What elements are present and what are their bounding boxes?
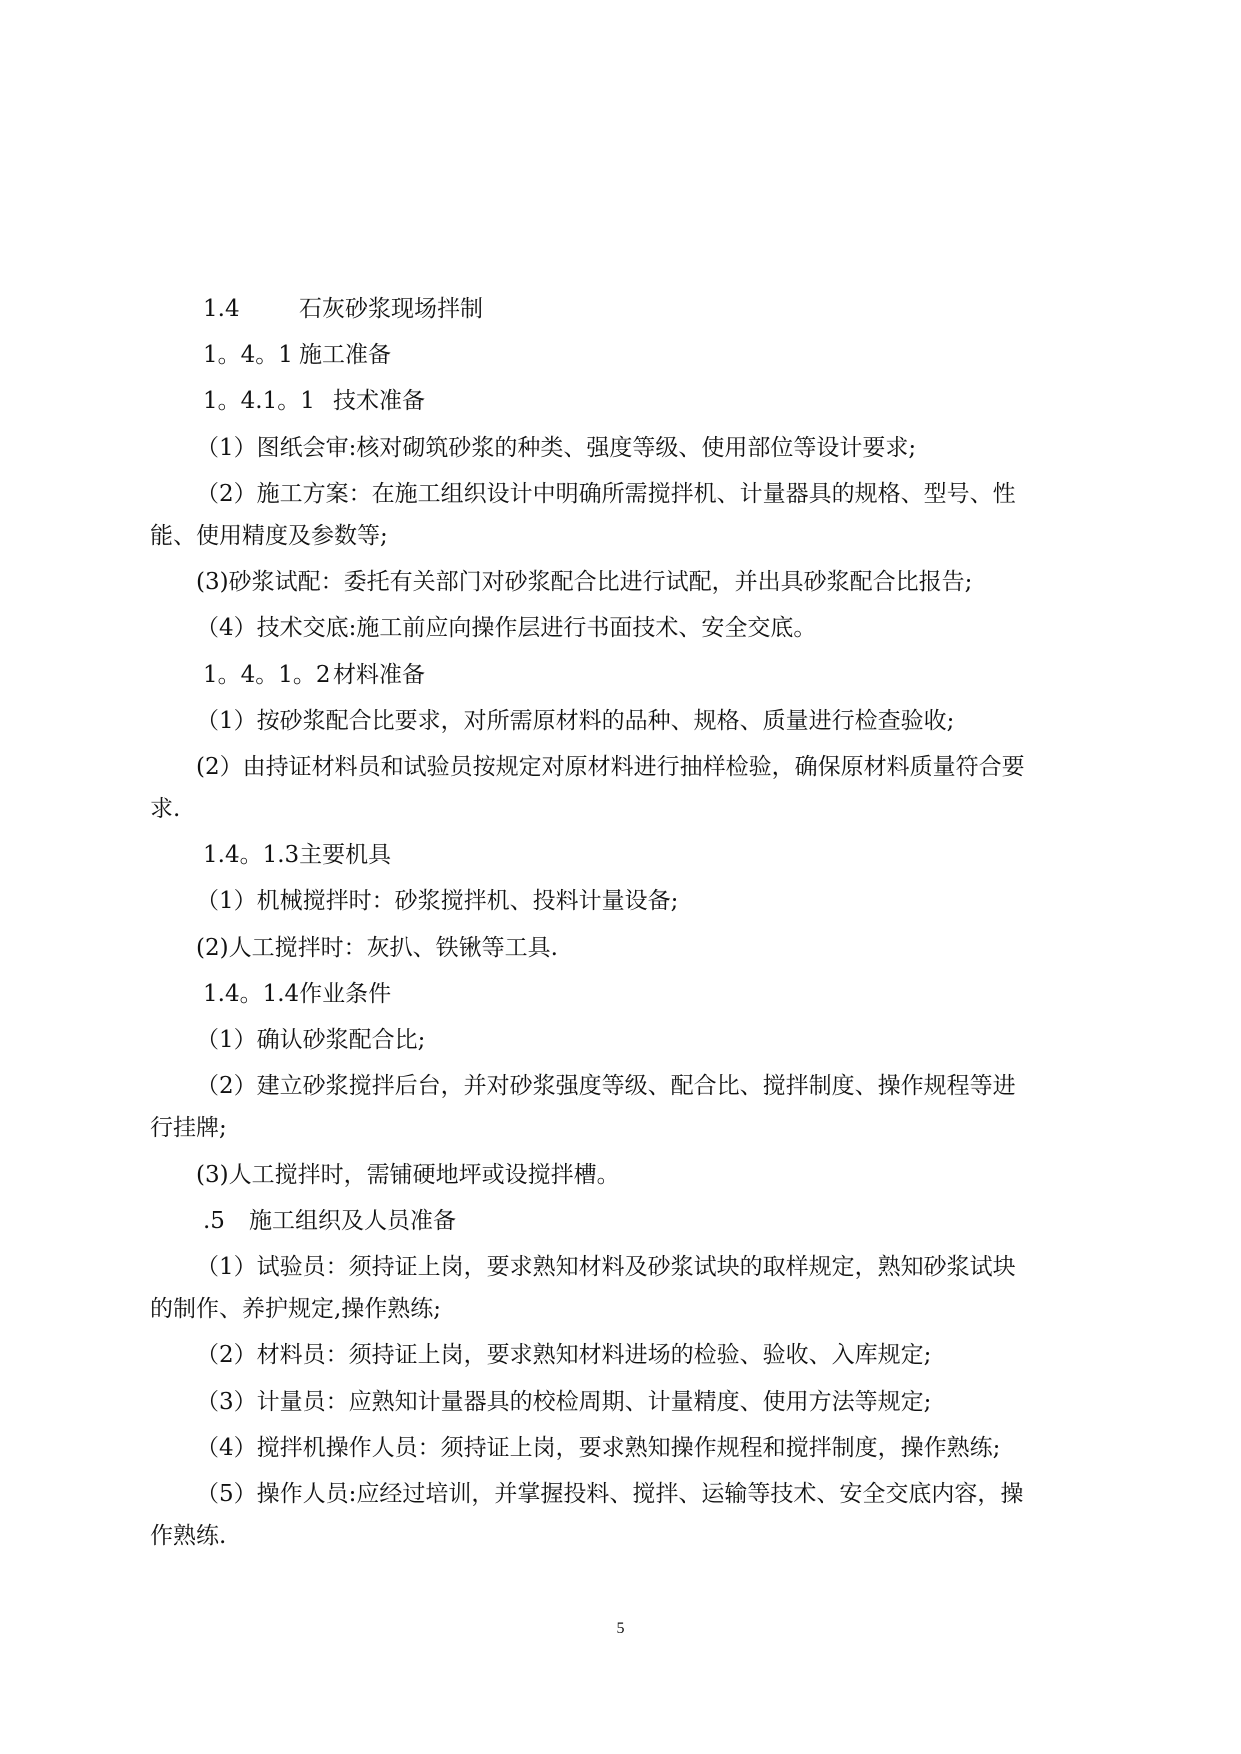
section-number: .5 [203,1207,225,1234]
section-title: 作业条件 [299,980,392,1007]
paragraph: （1）图纸会审:核对砌筑砂浆的种类、强度等级、使用部位等设计要求; [196,434,917,461]
section-heading [150,338,1094,372]
paragraph: （1）按砂浆配合比要求，对所需原材料的品种、规格、质量进行检查验收; [196,707,955,734]
section-heading [150,838,1094,872]
paragraph: (2）由持证材料员和试验员按规定对原材料进行抽样检验，确保原材料质量符合要 [196,753,1025,780]
paragraph-continuation: 行挂牌; [150,1115,227,1142]
section-number: 1。4.1。1 [203,388,315,415]
paragraph-continuation: 作熟练. [150,1523,227,1550]
paragraph: (3)砂浆试配：委托有关部门对砂浆配合比进行试配，并出具砂浆配合比报告; [196,569,973,596]
section-heading [150,292,1094,326]
section-number: 1.4。1.3 [203,842,300,869]
section-title: 主要机具 [299,842,392,869]
section-title: 施工准备 [299,342,391,369]
section-heading [150,1204,1094,1238]
section-title: 材料准备 [333,661,425,688]
paragraph: （2）施工方案：在施工组织设计中明确所需搅拌机、计量器具的规格、型号、性 [196,480,1016,507]
section-number: 1.4 [203,296,240,322]
section-number: 1.4。1.4 [203,980,300,1007]
section-title: 石灰砂浆现场拌制 [299,296,483,322]
paragraph: （1）试验员：须持证上岗，要求熟知材料及砂浆试块的取样规定，熟知砂浆试块 [196,1253,1016,1280]
section-number: 1。4。1 [203,342,293,369]
document-body [150,292,1094,1565]
paragraph: (2)人工搅拌时：灰扒、铁锹等工具. [196,934,558,961]
paragraph: （1）确认砂浆配合比; [196,1027,426,1053]
section-heading [150,384,1094,418]
section-heading [150,977,1094,1011]
paragraph: （4）技术交底:施工前应向操作层进行书面技术、安全交底。 [196,615,817,642]
paragraph-continuation: 能、使用精度及参数等; [150,522,388,549]
section-title: 技术准备 [333,388,425,415]
paragraph: （2）材料员：须持证上岗，要求熟知材料进场的检验、验收、入库规定; [196,1342,932,1369]
section-title: 施工组织及人员准备 [249,1207,456,1234]
paragraph: （2）建立砂浆搅拌后台，并对砂浆强度等级、配合比、搅拌制度、操作规程等进 [196,1073,1016,1100]
paragraph: （3）计量员：应熟知计量器具的校检周期、计量精度、使用方法等规定; [196,1388,932,1415]
paragraph: （5）操作人员:应经过培训，并掌握投料、搅拌、运输等技术、安全交底内容，操 [196,1480,1024,1507]
paragraph-continuation: 的制作、养护规定,操作熟练; [150,1296,442,1323]
page-number: 5 [616,1620,625,1637]
section-number: 1。4。1。2 [203,661,331,688]
paragraph: （1）机械搅拌时：砂浆搅拌机、投料计量设备; [196,888,679,915]
paragraph: （4）搅拌机操作人员：须持证上岗，要求熟知操作规程和搅拌制度，操作熟练; [196,1434,1001,1461]
paragraph: (3)人工搅拌时，需铺硬地坪或设搅拌槽。 [196,1161,620,1188]
section-heading [150,658,1094,692]
paragraph-continuation: 求. [150,796,181,823]
